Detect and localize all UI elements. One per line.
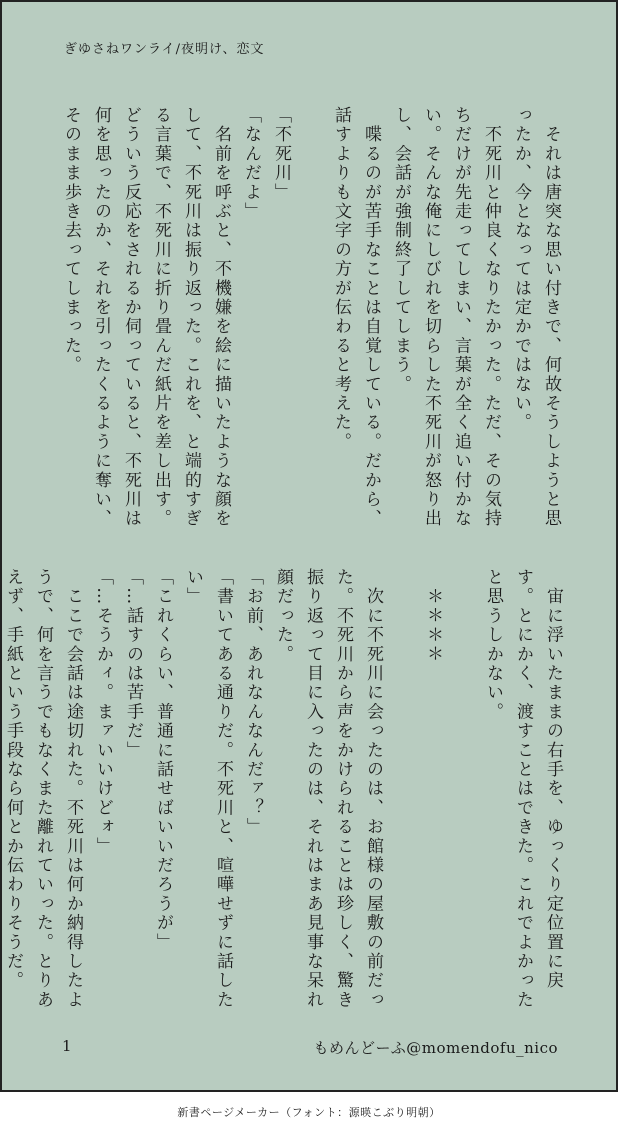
dialogue-line: 「不死川」 <box>271 106 291 202</box>
dialogue-line: 「…そうかィ。まァいいけどォ」 <box>93 568 113 856</box>
dialogue-line: 「これくらい、普通に話せばいいだろうが」 <box>153 568 173 952</box>
paragraph: 名前を呼ぶと、不機嫌を絵に描いたような顔をして、不死川は振り返った。これを、と端的すぎる言葉で、不死川に折り畳んだ紙片を差し出す。どういう反応をされるか伺っていると、不死川は何を思ったのか、それを引ったくるように奪い、そのまま歩き去ってしまった。 <box>61 106 231 529</box>
page-number: 1 <box>62 1037 72 1055</box>
blank-line <box>388 568 418 1013</box>
paragraph: 喋るのが苦手なことは自覚している。だから、話すよりも文字の方が伝わると考えた。 <box>331 106 381 529</box>
paragraph: それは唐突な思い付きで、何故そうしようと思ったか、今となっては定かではない。 <box>511 106 561 529</box>
upper-text-block <box>56 106 566 541</box>
generator-caption: 新書ページメーカー（フォント：源暎こぶり明朝） <box>177 1106 441 1119</box>
blank-line <box>448 568 478 1013</box>
dialogue-line: 「なんだよ」 <box>241 106 261 222</box>
dialogue-line: 「…話すのは苦手だ」 <box>123 568 143 760</box>
paragraph: 不死川と仲良くなりたかった。ただ、その気持ちだけが先走ってしまい、言葉が全く追い付かない。そんな俺にしびれを切らした不死川が怒り出し、会話が強制終了してしまう。 <box>391 106 501 529</box>
paragraph: 次に不死川に会ったのは、お館様の屋敷の前だった。不死川から声をかけられることは珍しく、驚き振り返って目に入ったのは、それはまあ見事な呆れ顔だった。 <box>273 568 383 1010</box>
dialogue-line: 「お前、あれなんなんだァ？」 <box>243 568 263 837</box>
scene-break: ＊＊＊＊ <box>423 568 443 664</box>
page-header-title: ぎゆさねワンライ/夜明け、恋文 <box>64 42 265 57</box>
lower-text-block <box>0 568 568 1013</box>
dialogue-line: 「書いてある通りだ。不死川と、喧嘩せずに話したい」 <box>183 568 233 1010</box>
paragraph: ここで会話は途切れた。不死川は何か納得したようで、何を言うでもなくまた離れていった。とりあえず、手紙という手段なら何とか伝わりそうだ。 <box>3 568 83 1010</box>
author-credit: もめんどーふ@momendofu_nico <box>313 1039 558 1057</box>
paragraph: 宙に浮いたままの右手を、ゆっくり定位置に戻す。とにかく、渡すことはできた。これでよかったと思うしかない。 <box>483 568 563 1010</box>
blank-line <box>296 106 326 541</box>
